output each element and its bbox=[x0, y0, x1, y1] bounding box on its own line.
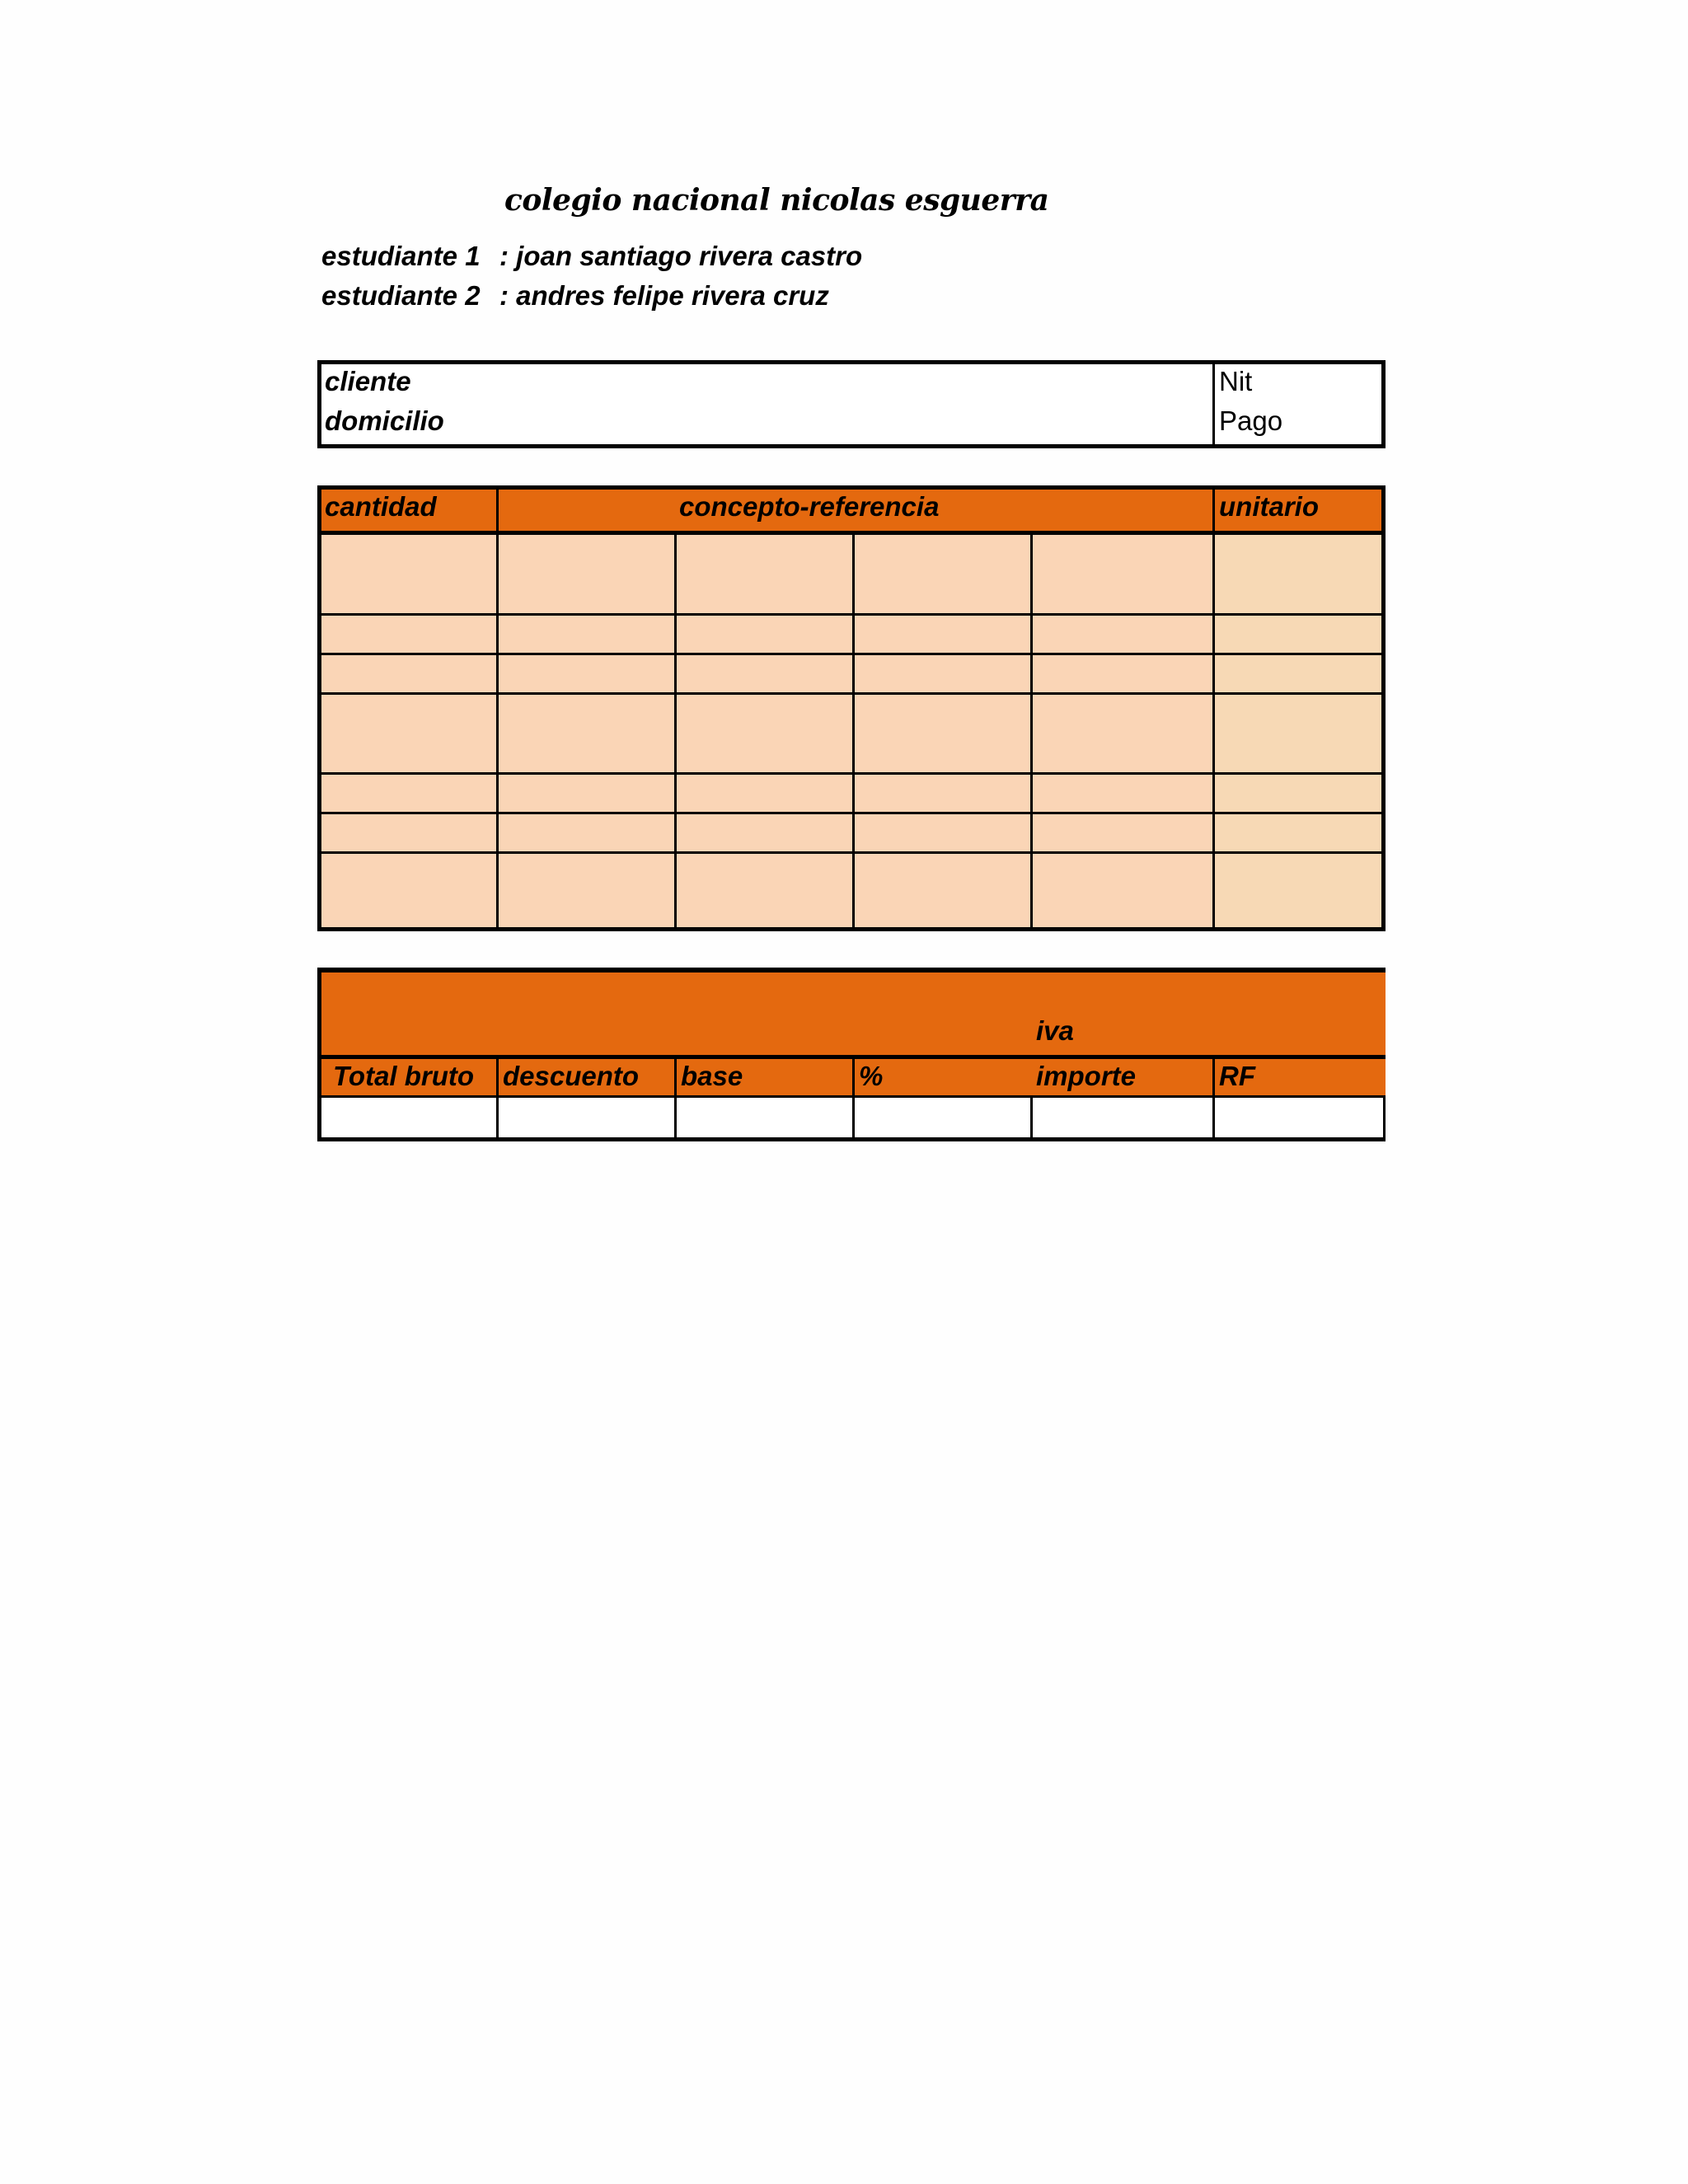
header-divider bbox=[496, 490, 499, 531]
student-1-label: estudiante 1 bbox=[321, 241, 481, 271]
header-base: base bbox=[681, 1061, 743, 1091]
header-concepto-referencia: concepto-referencia bbox=[679, 491, 940, 522]
column-line bbox=[852, 1059, 855, 1137]
row-line bbox=[321, 613, 1381, 616]
cliente-label: cliente bbox=[325, 366, 411, 396]
header-descuento: descuento bbox=[503, 1061, 640, 1091]
right-edge-line bbox=[1383, 1095, 1386, 1137]
student-1-name: : joan santiago rivera castro bbox=[499, 241, 863, 271]
header-importe: importe bbox=[1036, 1061, 1137, 1091]
client-block bbox=[317, 360, 1386, 448]
student-2-line bbox=[321, 280, 829, 312]
domicilio-label: domicilio bbox=[325, 405, 444, 436]
column-line bbox=[674, 1059, 677, 1137]
row-line bbox=[321, 653, 1381, 655]
items-header-row bbox=[321, 490, 1381, 535]
header-total-bruto: Total bruto bbox=[333, 1061, 475, 1091]
row-line bbox=[321, 772, 1381, 775]
row-line bbox=[321, 851, 1381, 854]
header-unitario: unitario bbox=[1219, 491, 1319, 522]
row-line bbox=[321, 692, 1381, 695]
iva-band bbox=[321, 972, 1386, 1059]
column-line bbox=[852, 535, 855, 927]
nit-label: Nit bbox=[1219, 366, 1253, 396]
column-line bbox=[496, 1059, 499, 1137]
unitario-column-fill bbox=[1215, 535, 1381, 927]
header-cantidad: cantidad bbox=[325, 491, 437, 522]
student-1-line bbox=[321, 241, 862, 272]
column-line bbox=[1212, 1059, 1215, 1137]
header-percent: % bbox=[859, 1061, 884, 1091]
column-line bbox=[496, 535, 499, 927]
header-rf: RF bbox=[1219, 1061, 1255, 1091]
pago-label: Pago bbox=[1219, 405, 1283, 436]
row-line bbox=[321, 812, 1381, 814]
column-line bbox=[674, 535, 677, 927]
header-divider bbox=[1212, 490, 1215, 531]
student-2-label: estudiante 2 bbox=[321, 280, 481, 311]
student-2-name: : andres felipe rivera cruz bbox=[499, 280, 829, 311]
client-divider bbox=[1212, 364, 1215, 444]
iva-label: iva bbox=[1036, 1015, 1074, 1046]
page-title: colegio nacional nicolas esguerra bbox=[504, 183, 1049, 218]
column-line bbox=[1212, 535, 1215, 927]
items-table bbox=[317, 485, 1386, 931]
column-line bbox=[1030, 1095, 1033, 1137]
column-line bbox=[1030, 535, 1033, 927]
totals-table bbox=[317, 968, 1386, 1141]
